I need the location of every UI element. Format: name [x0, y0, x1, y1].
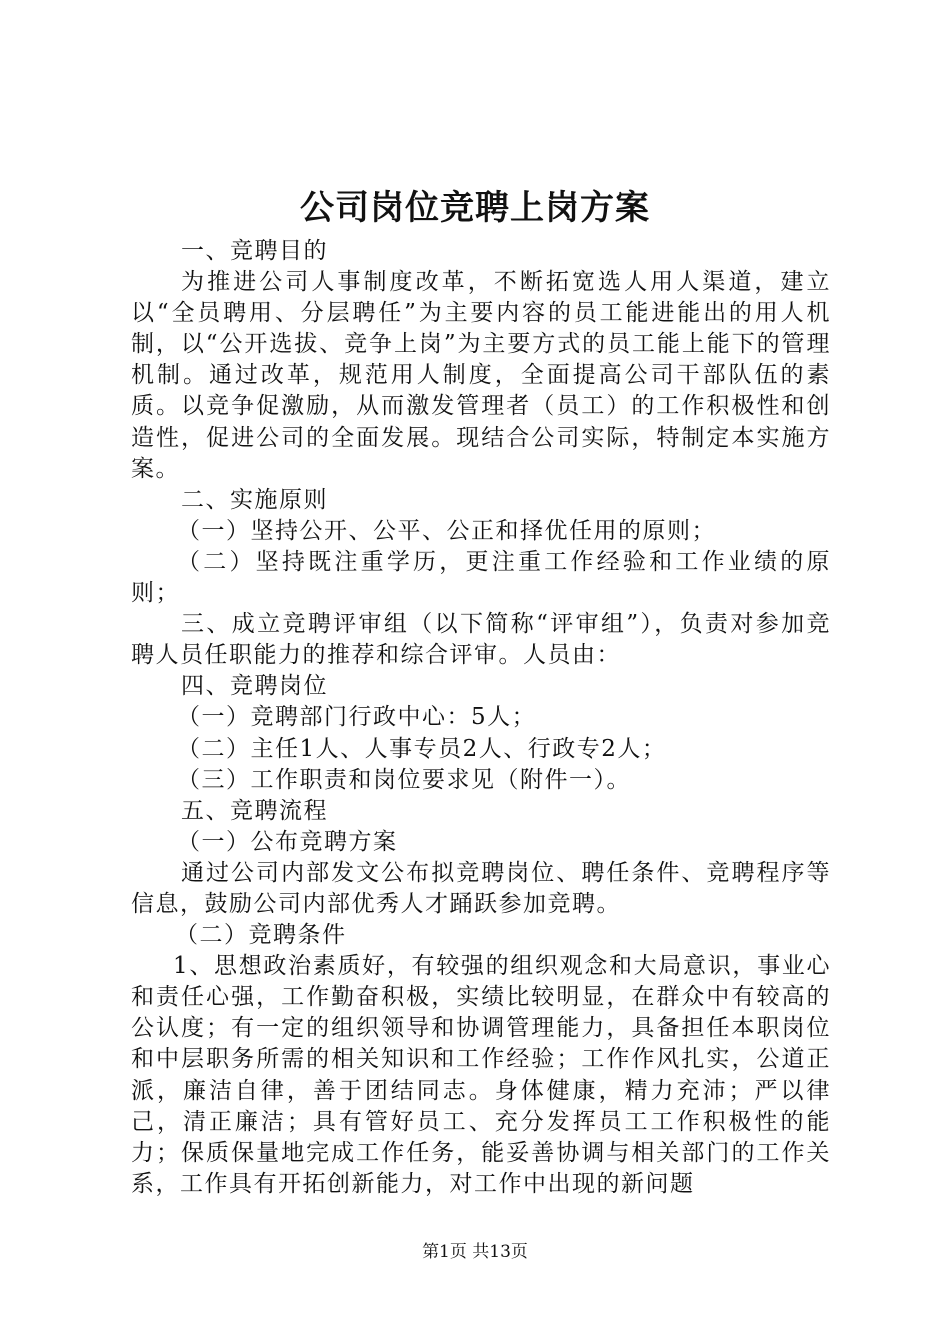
paragraph-announcement: 通过公司内部发文公布拟竞聘岗位、聘任条件、竞聘程序等信息，鼓励公司内部优秀人才踊跃参加竞聘。 — [131, 859, 831, 917]
principle-item-2: （二）坚持既注重学历，更注重工作经验和工作业绩的原则； — [131, 548, 831, 607]
section-heading-positions: 四、竞聘岗位 — [181, 673, 328, 700]
process-item-1: （一）公布竞聘方案 — [177, 828, 398, 855]
section-heading-process: 五、竞聘流程 — [181, 797, 328, 824]
position-item-3: （三）工作职责和岗位要求见（附件一）。 — [177, 766, 631, 793]
process-item-2: （二）竞聘条件 — [175, 922, 347, 949]
paragraph-purpose: 为推进公司人事制度改革，不断拓宽选人用人渠道，建立以“全员聘用、分层聘任”为主要内容的员工能进能出的用人机制，以“公开选拔、竞争上岗”为主要方式的员工能上能下的管理机制。通过改革，规范用人制度，全面提高公司干部队伍的素质。以竞争促激励，从而激发管理者（员工）的工作积极性和创造性，促进公司的全面发展。现结合公司实际，特制定本实施方案。 — [131, 269, 831, 482]
principle-item-1: （一）坚持公开、公平、公正和择优任用的原则； — [177, 517, 716, 544]
position-item-1: （一）竞聘部门行政中心：5人； — [177, 704, 537, 731]
document-body — [131, 236, 831, 1200]
paragraph-conditions: 1、思想政治素质好，有较强的组织观念和大局意识，事业心和责任心强，工作勤奋积极，实绩比较明显，在群众中有较高的公认度；有一定的组织领导和协调管理能力，具备担任本职岗位和中层职务所需的相关知识和工作经验；工作作风扎实，公道正派，廉洁自律，善于团结同志。身体健康，精力充沛；严以律己，清正廉洁；具有管好员工、充分发挥员工工作积极性的能力；保质保量地完成工作任务，能妥善协调与相关部门的工作关系，工作具有开拓创新能力，对工作中出现的新问题 — [131, 953, 831, 1197]
page-footer: 第1页 共13页 — [422, 1242, 528, 1262]
section-heading-purpose: 一、竞聘目的 — [181, 238, 328, 264]
section-heading-principles: 二、实施原则 — [181, 486, 328, 513]
position-item-2: （二）主任1人、人事专员2人、行政专2人； — [177, 735, 667, 762]
document-title: 公司岗位竞聘上岗方案 — [300, 188, 650, 228]
paragraph-review-group: 三、成立竞聘评审组（以下简称“评审组”），负责对参加竞聘人员任职能力的推荐和综合评审。人员由： — [131, 611, 831, 669]
